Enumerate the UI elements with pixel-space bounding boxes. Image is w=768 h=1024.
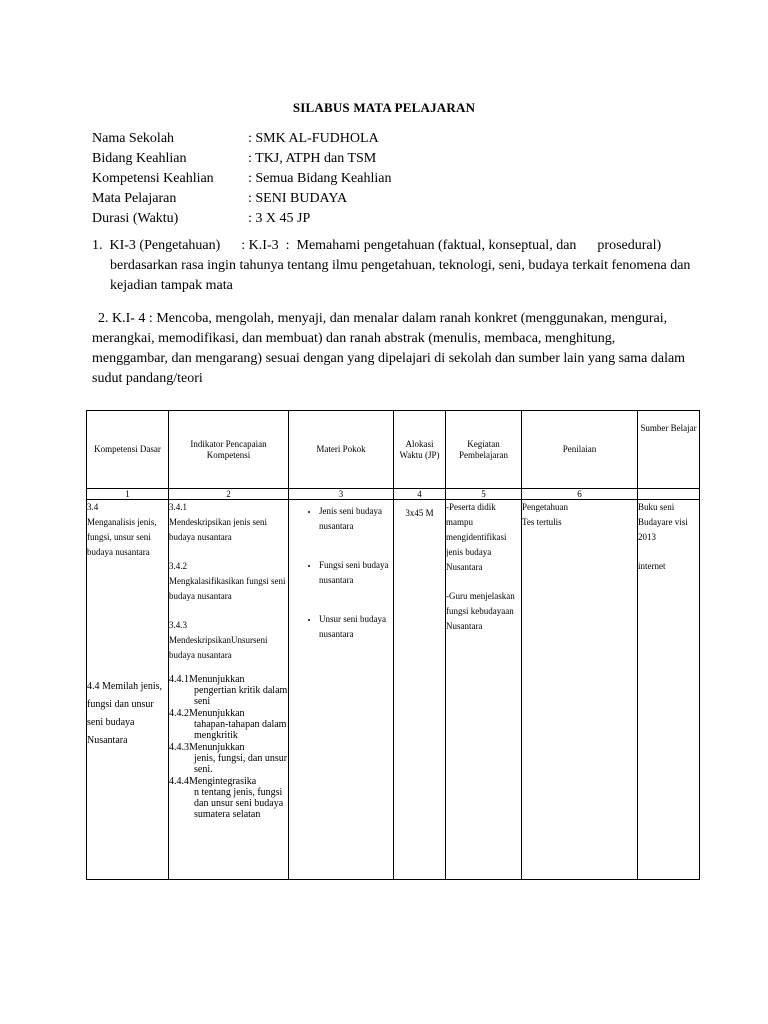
info-label: Bidang Keahlian <box>92 151 187 166</box>
table-number-row <box>87 489 700 500</box>
ind-4-4-4-head: 4.4.4Mengintegrasika <box>169 776 257 787</box>
ind-3-4-1-text: Mendeskripsikan jenis seni budaya nusantara <box>169 517 267 542</box>
info-label: Durasi (Waktu) <box>92 211 179 226</box>
ind-3-4-2-text: Mengkalasifikasikan fungsi seni budaya nusantara <box>169 576 286 601</box>
table-row <box>87 500 700 880</box>
header-kompetensi-dasar: Kompetensi Dasar <box>87 411 169 489</box>
penilaian-b: Tes tertulis <box>522 517 562 527</box>
column-number: 2 <box>169 489 289 500</box>
ki3-paragraph <box>92 236 692 296</box>
info-label: Nama Sekolah <box>92 131 175 146</box>
info-label: Mata Pelajaran <box>92 191 177 206</box>
info-row-school <box>92 129 391 149</box>
kegiatan-b: -Guru menjelaskan fungsi kebudayaan Nusantara <box>446 591 515 631</box>
ind-4-4-2-body: tahapan-tahapan dalam mengkritik <box>194 719 287 741</box>
spacer <box>169 604 288 618</box>
school-info <box>92 129 391 229</box>
ki4-rest: merangkai, memodifikasi, dan membuat) dan ranah abstrak (menulis, membaca, menghitung, menggambar, dan mengarang) sesuai dengan yang dipelajari di sekolah dan sumber lain yang sama dalam sudut pandang/teori <box>92 331 686 386</box>
column-number: 6 <box>522 489 638 500</box>
kegiatan-a: -Peserta didik mampu mengidentifikasi jenis budaya Nusantara <box>446 502 507 572</box>
ind-4-4-group <box>169 674 288 820</box>
spacer <box>169 663 288 673</box>
penilaian-a: Pengetahuan <box>522 502 568 512</box>
info-value: : Semua Bidang Keahlian <box>248 171 392 186</box>
ind-4-4-1-body: pengertian kritik dalam seni <box>194 685 288 707</box>
ind-4-4-1-head: 4.4.1Menunjukkan <box>169 674 245 685</box>
kd-3-4-number: 3.4 <box>87 502 99 512</box>
info-value: : 3 X 45 JP <box>248 211 311 226</box>
kd-4-4-text: 4.4 Memilah jenis, fungsi dan unsur seni budaya Nusantara <box>87 681 162 746</box>
alokasi-value: 3x45 M <box>405 508 434 518</box>
column-number: 5 <box>446 489 522 500</box>
ind-4-4-1 <box>169 674 288 707</box>
info-value: : SMK AL-FUDHOLA <box>248 131 379 146</box>
header-kegiatan: Kegiatan Pembelajaran <box>446 411 522 489</box>
spacer <box>446 575 521 589</box>
page-title: SILABUS MATA PELAJARAN <box>292 100 476 115</box>
ind-4-4-3-head: 4.4.3Menunjukkan <box>169 742 245 753</box>
spacer <box>87 560 168 678</box>
column-number: 3 <box>289 489 394 500</box>
table-header-row <box>87 411 700 489</box>
header-materi-pokok: Materi Pokok <box>289 411 394 489</box>
info-row-subject <box>92 189 391 209</box>
info-row-duration <box>92 209 391 229</box>
header-alokasi-waktu: Alokasi Waktu (JP) <box>394 411 446 489</box>
ind-3-4-3-text: MendeskripsikanUnsurseni budaya nusantara <box>169 635 268 660</box>
column-number: 1 <box>87 489 169 500</box>
info-value: : TKJ, ATPH dan TSM <box>248 151 377 166</box>
list-item: • Jenis seni budaya nusantara <box>319 504 393 534</box>
info-label: Kompetensi Keahlian <box>92 171 214 186</box>
spacer <box>638 545 699 559</box>
syllabus-table <box>86 410 700 880</box>
ind-3-4-2-number: 3.4.2 <box>169 561 187 571</box>
spacer <box>169 545 288 559</box>
kd-3-4-text: Menganalisis jenis, fungsi, unsur seni budaya nusantara <box>87 517 157 557</box>
info-value: : SENI BUDAYA <box>248 191 348 206</box>
cell-kegiatan <box>446 500 522 880</box>
ind-4-4-3-body: jenis, fungsi, dan unsur seni. <box>194 753 288 775</box>
ind-4-4-4-body: n tentang jenis, fungsi dan unsur seni budaya sumatera selatan <box>194 787 284 820</box>
cell-sumber-belajar <box>638 500 700 880</box>
cell-penilaian <box>522 500 638 880</box>
cell-alokasi-waktu <box>394 500 446 880</box>
ind-4-4-2 <box>169 708 288 741</box>
cell-materi-pokok <box>289 500 394 880</box>
cell-indikator <box>169 500 289 880</box>
ki3-line1: 1. KI-3 (Pengetahuan) : K.I-3 : Memahami pengetahuan (faktual, konseptual, dan prosedural) <box>92 238 662 253</box>
header-penilaian: Penilaian <box>522 411 638 489</box>
column-number <box>638 489 700 500</box>
ki4-paragraph <box>92 309 692 389</box>
ki3-rest: berdasarkan rasa ingin tahunya tentang ilmu pengetahuan, teknologi, seni, budaya terkait fenomena dan kejadian tampak mata <box>110 258 691 293</box>
ind-3-4-1-number: 3.4.1 <box>169 502 187 512</box>
column-number: 4 <box>394 489 446 500</box>
sumber-b: internet <box>638 561 666 571</box>
sumber-a: Buku seni Budayare visi 2013 <box>638 502 688 542</box>
ind-4-4-3 <box>169 742 288 775</box>
ki4-first-line: 2. K.I- 4 : Mencoba, mengolah, menyaji, dan menalar dalam ranah konkret (menggunakan, mengurai, <box>98 311 668 326</box>
cell-kompetensi-dasar <box>87 500 169 880</box>
ind-4-4-2-head: 4.4.2Menunjukkan <box>169 708 245 719</box>
info-row-field <box>92 149 391 169</box>
ind-4-4-4 <box>169 776 288 820</box>
list-item: • Fungsi seni budaya nusantara <box>319 558 393 588</box>
list-item: • Unsur seni budaya nusantara <box>319 612 393 642</box>
materi-list <box>289 504 393 642</box>
header-sumber-belajar: Sumber Belajar <box>638 411 700 489</box>
info-row-competency <box>92 169 391 189</box>
header-indikator: Indikator Pencapaian Kompetensi <box>169 411 289 489</box>
ind-3-4-3-number: 3.4.3 <box>169 620 187 630</box>
